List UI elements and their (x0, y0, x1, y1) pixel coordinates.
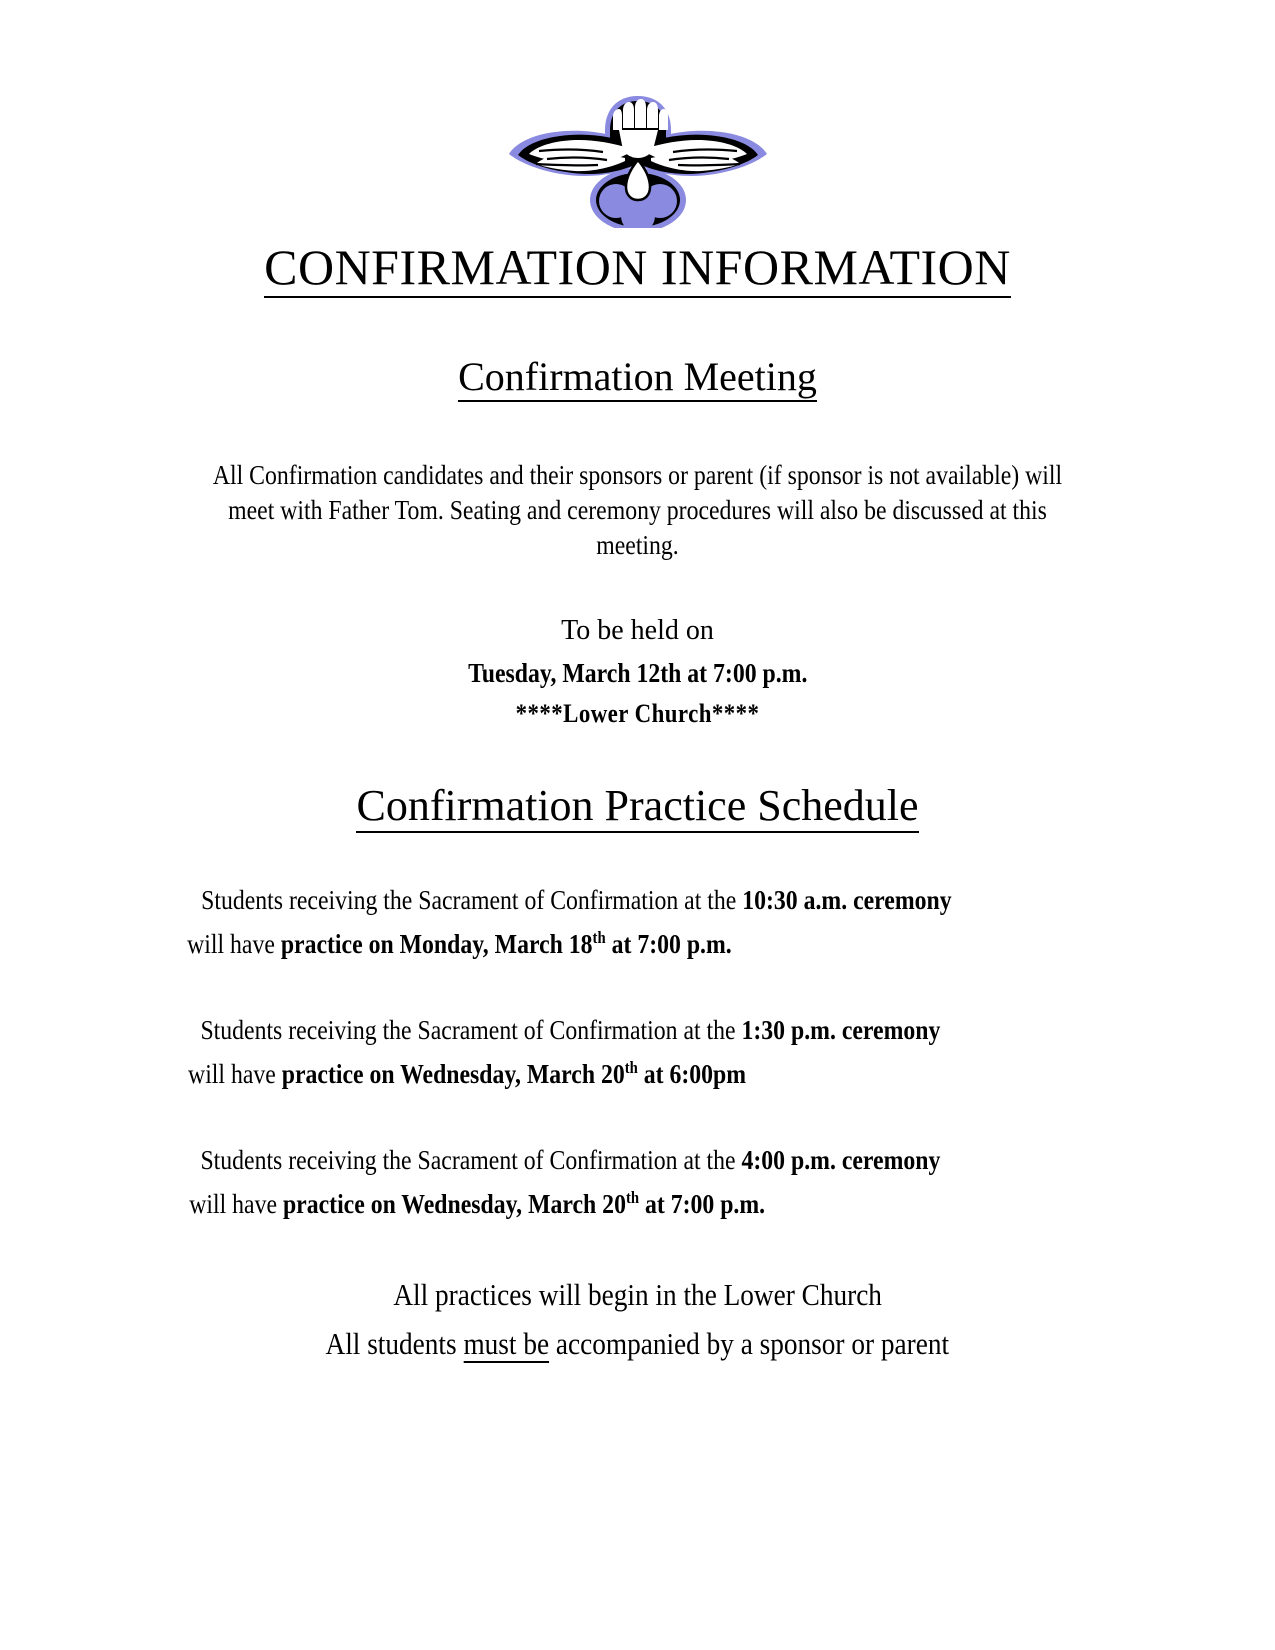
practice-item-prefix: Students receiving the Sacrament of Confirmation at the (200, 1145, 742, 1175)
meeting-when-label: To be held on (561, 615, 714, 646)
meeting-description-paragraph (140, 458, 1135, 563)
practice-item (150, 1008, 1150, 1096)
practice-item-ceremony-time: 10:30 a.m. ceremony (742, 885, 952, 915)
practice-item-prefix: Students receiving the Sacrament of Confirmation at the (200, 1015, 742, 1045)
practice-item-line2-prefix: will have (187, 929, 281, 959)
closing-note-suffix: accompanied by a sponsor or parent (549, 1326, 950, 1361)
page-title (0, 238, 1275, 296)
practice-schedule-list (150, 878, 1150, 1268)
practice-item-ceremony-time: 1:30 p.m. ceremony (741, 1015, 941, 1045)
practice-item-practice-line (150, 1182, 1150, 1226)
practice-item-line2-prefix: will have (188, 1059, 282, 1089)
meeting-location-text: ****Lower Church**** (515, 699, 760, 728)
practice-item-ceremony-line (150, 1138, 1150, 1182)
meeting-details-block (0, 610, 1275, 734)
closing-note-sponsor (0, 1319, 1275, 1368)
closing-notes (0, 1270, 1275, 1368)
meeting-section-heading-text: Confirmation Meeting (458, 354, 817, 402)
meeting-section-heading (0, 353, 1275, 401)
practice-item-prefix: Students receiving the Sacrament of Confirmation at the (201, 885, 743, 915)
practice-item-practice-line (150, 1052, 1150, 1096)
practice-item-ceremony-time: 4:00 p.m. ceremony (741, 1145, 941, 1175)
closing-note-location (0, 1270, 1275, 1319)
ordinal-suffix: th (625, 1188, 640, 1207)
page-title-text: CONFIRMATION INFORMATION (264, 239, 1011, 298)
practice-item-practice-date: practice on Wednesday, March 20th at 6:00pm (281, 1058, 747, 1089)
meeting-description-text: All Confirmation candidates and their sponsors or parent (if sponsor is not available) will meet with Father Tom. Seating and ceremony procedures will also be discussed at this meeting. (212, 460, 1063, 560)
practice-item-practice-date: practice on Monday, March 18th at 7:00 p.m. (280, 928, 732, 959)
meeting-date-line (0, 652, 1275, 694)
meeting-date-text: Tuesday, March 12th at 7:00 p.m. (467, 658, 808, 688)
closing-note-prefix: All students (325, 1326, 464, 1361)
practice-item (150, 1138, 1150, 1226)
closing-note-location-text: All practices will begin in the Lower Church (393, 1277, 882, 1312)
practice-section-heading (0, 780, 1275, 832)
practice-section-heading-text: Confirmation Practice Schedule (356, 781, 918, 833)
practice-item (150, 878, 1150, 966)
closing-note-emphasis: must be (463, 1326, 550, 1361)
meeting-location-line (0, 694, 1275, 734)
logo-container (0, 88, 1275, 233)
ordinal-suffix: th (592, 928, 606, 947)
practice-item-ceremony-line (150, 878, 1150, 922)
practice-item-practice-date: practice on Wednesday, March 20th at 7:00 p.m. (282, 1188, 766, 1219)
holy-spirit-dove-icon (503, 88, 773, 228)
ordinal-suffix: th (624, 1058, 638, 1077)
practice-item-ceremony-line (150, 1008, 1150, 1052)
practice-item-practice-line (150, 922, 1150, 966)
practice-item-line2-prefix: will have (189, 1189, 283, 1219)
